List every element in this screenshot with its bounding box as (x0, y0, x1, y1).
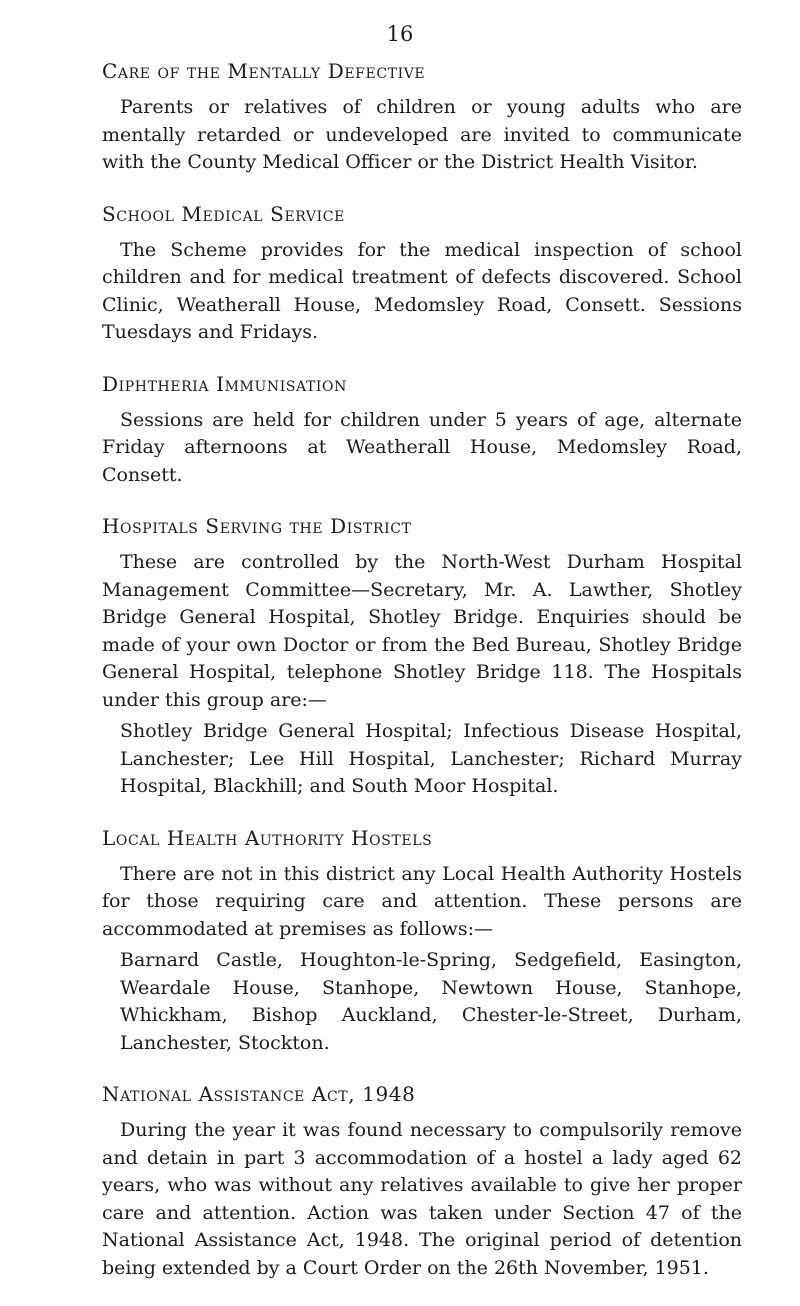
section-heading: Care of the Mentally Defective (102, 59, 426, 83)
section-mentally-defective (102, 58, 742, 177)
section-heading: Diphtheria Immunisation (102, 371, 347, 396)
hostel-list: Barnard Castle, Houghton-le-Spring, Sedgefield, Easington, Weardale House, Stanhope, Newtown House, Stanhope, Whickham, Bishop Auckland, Chester-le-Street, Durham, Lanchester, Stockton. (120, 949, 742, 1054)
hospital-list: Shotley Bridge General Hospital; Infectious Disease Hospital, Lanchester; Lee Hill Hospital, Lanchester; Richard Murray Hospital, Blackhill; and South Moor Hospital. (120, 720, 742, 797)
section-paragraph: There are not in this district any Local Health Authority Hostels for those requiring care and attention. These persons are accommodated at premises as follows:— (102, 862, 742, 940)
page-number: 16 (386, 22, 414, 46)
section-paragraph: During the year it was found necessary to compulsorily remove and detain in part 3 accommodation of a hostel a lady aged 62 years, who was without any relatives available to give her proper care and attention. Action was taken under Section 47 of the National Assistance Act, 1948. The original period of detention being extended by a Court Order on the 26th November, 1951. (102, 1119, 742, 1279)
section-heading: School Medical Service (102, 201, 345, 226)
section-heading: Hospitals Serving the District (102, 514, 412, 538)
section-hospitals (102, 513, 742, 801)
section-local-health-hostels (102, 825, 742, 1058)
section-diphtheria-immunisation (102, 371, 742, 490)
section-paragraph: These are controlled by the North-West Durham Hospital Management Committee—Secretary, Mr. A. Lawther, Shotley Bridge General Hospital, Shotley Bridge. Enquiries should be made of your own Doctor or from the Bed Bureau, Shotley Bridge General Hospital, telephone Shotley Bridge 118. The Hospitals under this group are:— (102, 551, 742, 711)
section-heading: National Assistance Act, 1948 (102, 1082, 416, 1106)
section-paragraph: Parents or relatives of children or young adults who are mentally retarded or undeveloped are invited to communicate with the County Medical Officer or the District Health Visitor. (102, 96, 742, 173)
page-content (102, 58, 742, 1306)
section-paragraph: The Scheme provides for the medical inspection of school children and for medical treatment of defects discovered. School Clinic, Weatherall House, Medomsley Road, Consett. Sessions Tuesdays and Fridays. (102, 238, 742, 343)
section-national-assistance-act (102, 1081, 742, 1282)
section-school-medical-service (102, 201, 742, 347)
section-heading: Local Health Authority Hostels (102, 825, 433, 850)
section-paragraph: Sessions are held for children under 5 years of age, alternate Friday afternoons at Weatherall House, Medomsley Road, Consett. (102, 408, 742, 486)
